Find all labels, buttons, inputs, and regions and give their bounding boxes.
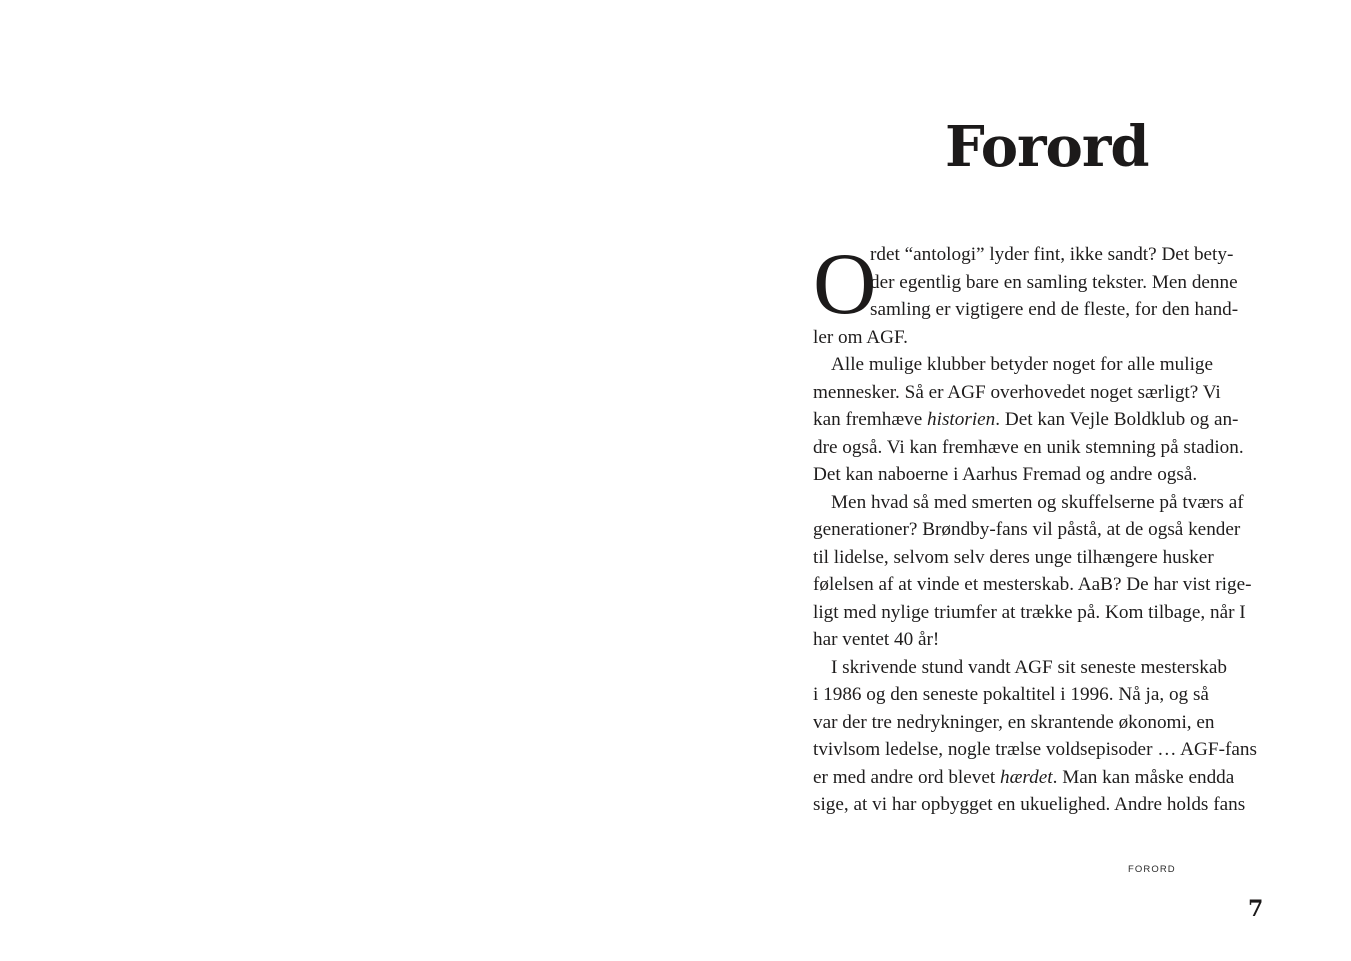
text-line: samling er vigtigere end de fleste, for den hand-: [870, 299, 1239, 320]
text-line: tvivlsom ledelse, nogle trælse voldsepisoder … AGF-fans: [813, 739, 1257, 760]
text-line: dre også. Vi kan fremhæve en unik stemning på stadion.: [813, 436, 1244, 458]
text-line: har ventet 40 år!: [813, 629, 940, 650]
body-text: [813, 236, 1268, 819]
right-page: [675, 0, 1351, 961]
text-line: i 1986 og den seneste pokaltitel i 1996. Nå ja, og så: [813, 684, 1209, 705]
text-line: I skrivende stund vandt AGF sit seneste mesterskab: [831, 656, 1227, 678]
text-line: mennesker. Så er AGF overhovedet noget særligt? Vi: [813, 381, 1221, 403]
text-line: sige, at vi har opbygget en ukuelighed. Andre holds fans: [813, 794, 1246, 815]
text-line: ler om AGF.: [813, 326, 908, 348]
text-line: var der tre nedrykninger, en skrantende økonomi, en: [813, 711, 1215, 733]
text-line: [813, 406, 1268, 434]
italic-text: hærdet: [1000, 766, 1053, 788]
text-line: Men hvad så med smerten og skuffelserne på tværs af: [831, 491, 1244, 513]
text-segment: kan fremhæve: [813, 409, 928, 430]
text-line: der egentlig bare en samling tekster. Men denne: [870, 271, 1238, 293]
drop-cap: O: [813, 236, 877, 333]
page-number: 7: [1248, 896, 1264, 922]
text-line: Det kan naboerne i Aarhus Fremad og andre også.: [813, 464, 1198, 485]
text-line: Alle mulige klubber betyder noget for alle mulige: [831, 354, 1214, 375]
text-line: følelsen af at vinde et mesterskab. AaB? De har vist rige-: [813, 574, 1252, 595]
text-line: ligt med nylige triumfer at trække på. Kom tilbage, når I: [813, 601, 1246, 623]
left-page-blank: [0, 0, 675, 961]
italic-text: historien: [927, 409, 996, 430]
text-segment: . Man kan måske endda: [1052, 766, 1235, 788]
chapter-title: Forord: [945, 114, 1149, 180]
text-segment: . Det kan Vejle Boldklub og an-: [995, 409, 1239, 430]
text-segment: er med andre ord blevet: [813, 766, 1000, 788]
text-line: til lidelse, selvom selv deres unge tilhængere husker: [813, 546, 1214, 568]
text-line: [813, 764, 1268, 792]
text-line: rdet “antologi” lyder fint, ikke sandt? Det bety-: [870, 244, 1234, 265]
running-head: FORORD: [1128, 864, 1176, 875]
text-line: generationer? Brøndby-fans vil påstå, at de også kender: [813, 519, 1241, 540]
